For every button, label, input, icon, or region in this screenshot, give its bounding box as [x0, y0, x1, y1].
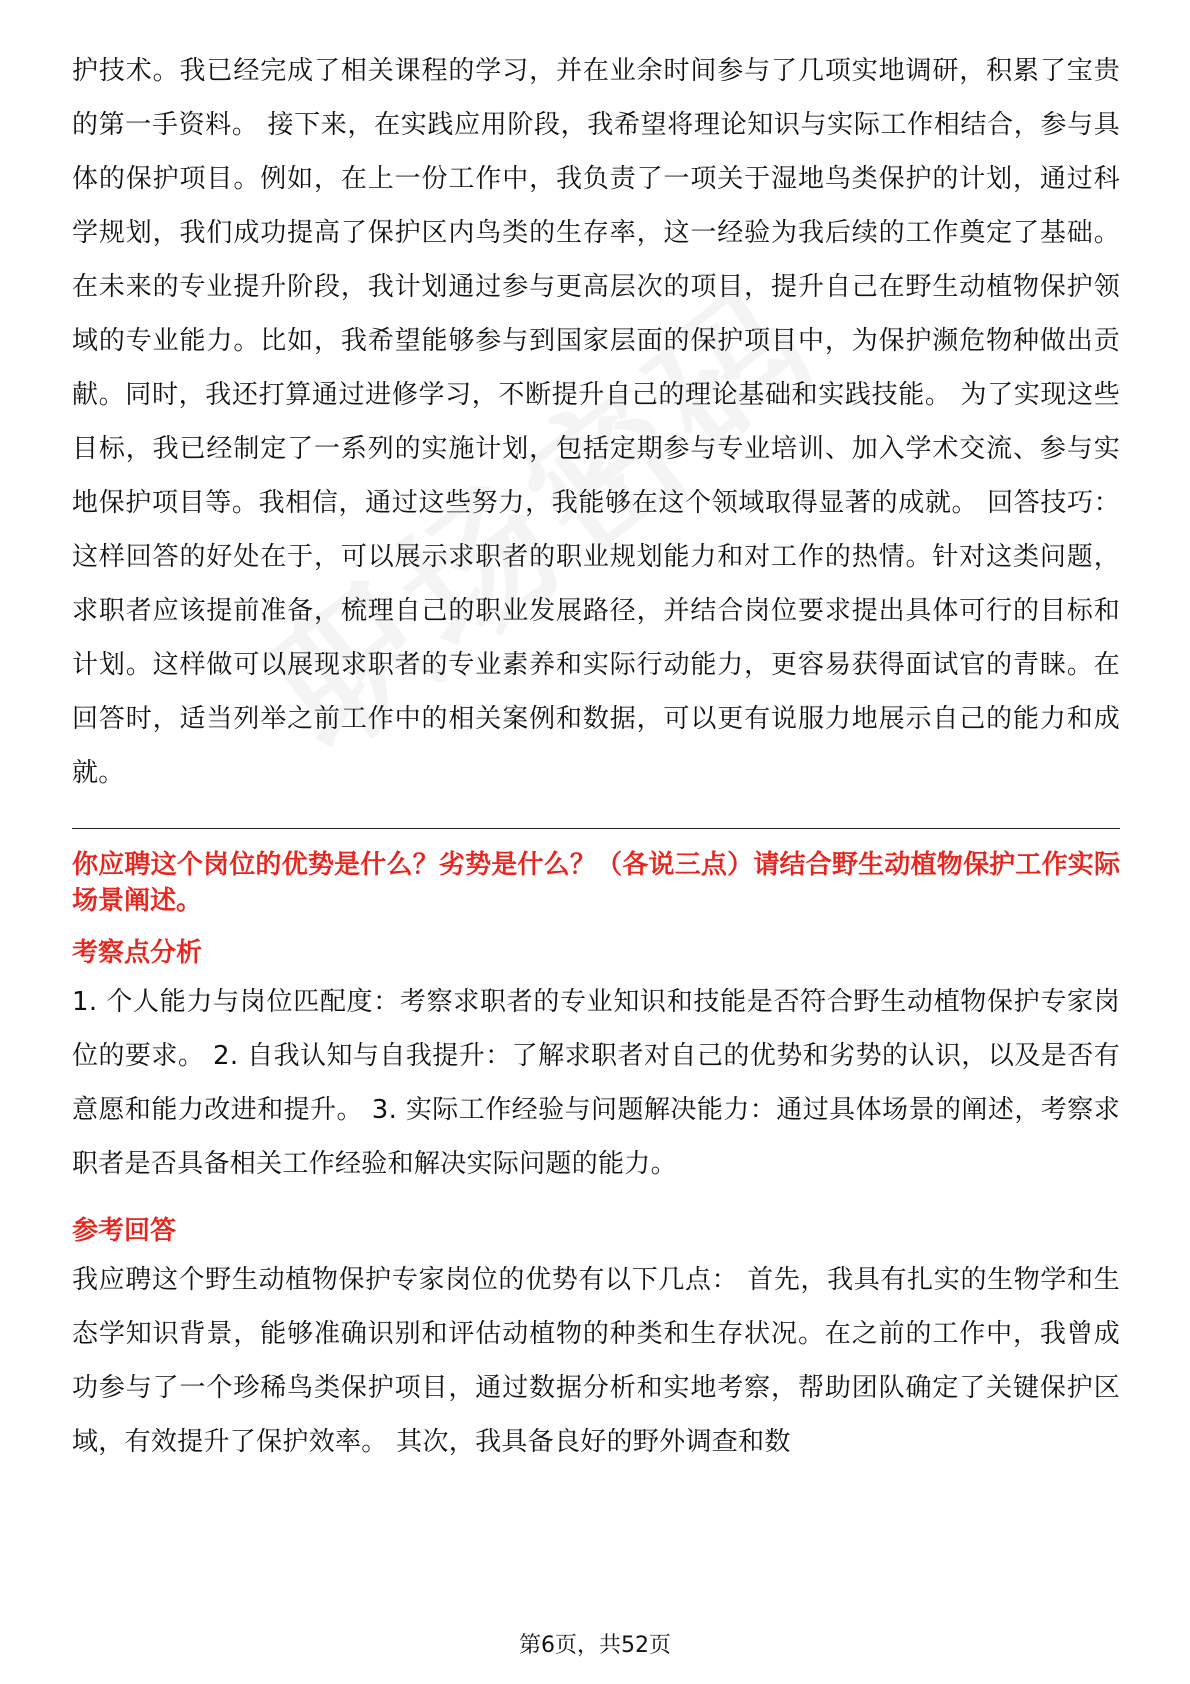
page-content [72, 44, 1120, 1469]
reference-heading: 参考回答 [72, 1216, 177, 1246]
continuation-paragraph: 护技术。我已经完成了相关课程的学习，并在业余时间参与了几项实地调研，积累了宝贵的第一手资料。 接下来，在实践应用阶段，我希望将理论知识与实际工作相结合，参与具体的保护项目。例如，在上一份工作中，我负责了一项关于湿地鸟类保护的计划，通过科学规划，我们成功提高了保护区内鸟类的生存率，这一经验为我后续的工作奠定了基础。 在未来的专业提升阶段，我计划通过参与更高层次的项目，提升自己在野生动植物保护领域的专业能力。比如，我希望能够参与到国家层面的保护项目中，为保护濒危物种做出贡献。同时，我还打算通过进修学习，不断提升自己的理论基础和实践技能。 为了实现这些目标，我已经制定了一系列的实施计划，包括定期参与专业培训、加入学术交流、参与实地保护项目等。我相信，通过这些努力，我能够在这个领域取得显著的成就。 回答技巧： 这样回答的好处在于，可以展示求职者的职业规划能力和对工作的热情。针对这类问题，求职者应该提前准备，梳理自己的职业发展路径，并结合岗位要求提出具体可行的目标和计划。这样做可以展现求职者的专业素养和实际行动能力，更容易获得面试官的青睐。在回答时，适当列举之前工作中的相关案例和数据，可以更有说服力地展示自己的能力和成就。 [72, 56, 1120, 788]
analysis-heading: 考察点分析 [72, 938, 203, 968]
section-divider [72, 828, 1120, 829]
page-number: 第6页，共52页 [519, 1633, 671, 1658]
analysis-paragraph: 1. 个人能力与岗位匹配度：考察求职者的专业知识和技能是否符合野生动植物保护专家岗位的要求。 2. 自我认知与自我提升：了解求职者对自己的优势和劣势的认识，以及是否有意愿和能力改进和提升。 3. 实际工作经验与问题解决能力：通过具体场景的阐述，考察求职者是否具备相关工作经验和解决实际问题的能力。 [72, 987, 1120, 1179]
reference-paragraph: 我应聘这个野生动植物保护专家岗位的优势有以下几点： 首先，我具有扎实的生物学和生态学知识背景，能够准确识别和评估动植物的种类和生存状况。在之前的工作中，我曾成功参与了一个珍稀鸟类保护项目，通过数据分析和实地考察，帮助团队确定了关键保护区域，有效提升了保护效率。 其次，我具备良好的野外调查和数 [72, 1265, 1120, 1457]
question-heading: 你应聘这个岗位的优势是什么？劣势是什么？（各说三点）请结合野生动植物保护工作实际场景阐述。 [72, 850, 1120, 916]
